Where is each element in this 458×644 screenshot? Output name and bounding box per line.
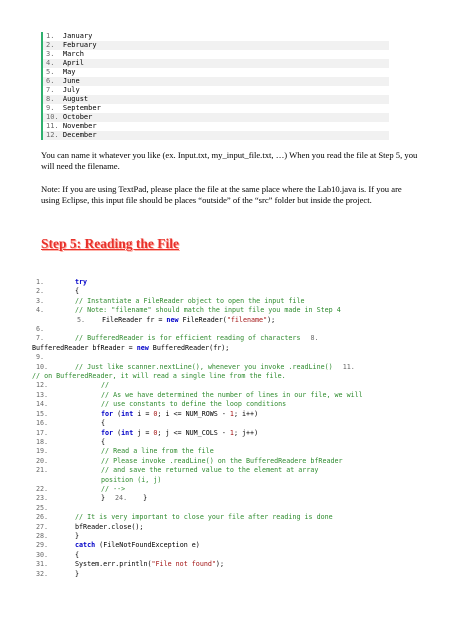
code-line: 28. } — [36, 531, 80, 540]
code-line: 30. { — [36, 550, 80, 559]
month-line — [43, 113, 389, 122]
line-number: 3. — [46, 50, 63, 58]
line-number: 8. — [46, 95, 63, 103]
month-line — [43, 32, 389, 41]
code-line: 20. // Please invoke .readLine() on the BufferedReadere bfReader — [36, 456, 343, 465]
note-paragraph: Note: If you are using TextPad, please place the file at the same place where the Lab10.java is. If you are using Eclipse, this input file should be places “outside” of the “src” folder but inside the project. — [41, 184, 402, 206]
code-line: 15. for (int i = 0; i <= NUM_ROWS - 1; i++) — [36, 409, 259, 418]
month-name: June — [62, 77, 80, 85]
step-5-heading: Step 5: Reading the File — [41, 236, 179, 251]
code-listing — [32, 278, 416, 579]
line-number: 1. — [46, 32, 63, 40]
code-line: 5. FileReader fr = new FileReader("filename"); — [76, 315, 276, 324]
month-name: March — [62, 50, 84, 58]
code-line: 21. // and save the returned value to the element at array position (i, j) — [36, 466, 323, 484]
month-name: August — [62, 95, 89, 103]
code-line: 2. { — [36, 287, 80, 296]
code-line: 26. // It is very important to close your file after reading is done — [36, 513, 333, 522]
code-line: 4. // Note: "filename" should match the input file you made in Step 4 — [36, 306, 341, 315]
month-line — [43, 77, 389, 86]
month-name: December — [62, 131, 97, 139]
code-line: 18. { — [36, 437, 106, 446]
code-line: BufferedReader bfReader = new BufferedReader(fr); — [32, 343, 230, 352]
code-line: 22. // --> — [36, 484, 126, 493]
line-number: 4. — [46, 59, 63, 67]
line-number: 5. — [46, 68, 63, 76]
code-line: 16. { — [36, 419, 106, 428]
code-line: 3. // Instantiate a FileReader object to open the input file — [36, 296, 305, 305]
code-line: 31. System.err.println("File not found"); — [36, 560, 224, 569]
code-line: 12. // — [36, 381, 110, 390]
line-number: 6. — [46, 77, 63, 85]
code-line: 7. // BufferedReader is for efficient reading of characters 8. — [36, 334, 319, 343]
code-line: 13. // As we have determined the number of lines in our file, we will — [36, 390, 363, 399]
month-line — [43, 131, 389, 140]
month-name: November — [62, 122, 97, 130]
code-line: 19. // Read a line from the file — [36, 447, 214, 456]
line-number: 2. — [46, 41, 63, 49]
code-line: 9. — [36, 353, 45, 362]
month-name: September — [62, 104, 101, 112]
month-name: January — [62, 32, 93, 40]
code-line: 32. } — [36, 569, 80, 578]
month-line — [43, 122, 389, 131]
month-name: February — [62, 41, 97, 49]
code-line: // on BufferedReader, it will read a single line from the file. — [32, 372, 286, 381]
month-name: April — [62, 59, 84, 67]
month-name: July — [62, 86, 80, 94]
month-line — [43, 50, 389, 59]
line-number: 11. — [46, 122, 63, 130]
filename-paragraph: You can name it whatever you like (ex. Input.txt, my_input_file.txt, …) When you read the file at Step 5, you will need the filename. — [41, 150, 418, 172]
month-line — [43, 104, 389, 113]
line-number: 7. — [46, 86, 63, 94]
month-line — [43, 95, 389, 104]
code-line: 27. bfReader.close(); — [36, 522, 144, 531]
line-number: 9. — [46, 104, 63, 112]
code-line: 6. — [36, 325, 45, 334]
code-line: 17. for (int j = 0; j <= NUM_COLS - 1; j++) — [36, 428, 259, 437]
month-line — [43, 86, 389, 95]
month-line — [43, 41, 389, 50]
line-number: 12. — [46, 131, 63, 139]
month-name: October — [62, 113, 93, 121]
code-line: 1. try — [36, 278, 88, 286]
code-line: 25. — [36, 503, 49, 512]
line-number: 10. — [46, 113, 63, 121]
code-line: 14. // use constants to define the loop conditions — [36, 400, 287, 409]
code-line: 29. catch (FileNotFoundException e) — [36, 541, 200, 550]
code-line: 23. } 24. } — [36, 494, 148, 503]
month-line — [43, 59, 389, 68]
month-list — [41, 32, 389, 140]
month-line — [43, 68, 389, 77]
month-name: May — [62, 68, 76, 76]
code-line: 10. // Just like scanner.nextLine(), whenever you invoke .readLine() 11. — [36, 362, 355, 371]
